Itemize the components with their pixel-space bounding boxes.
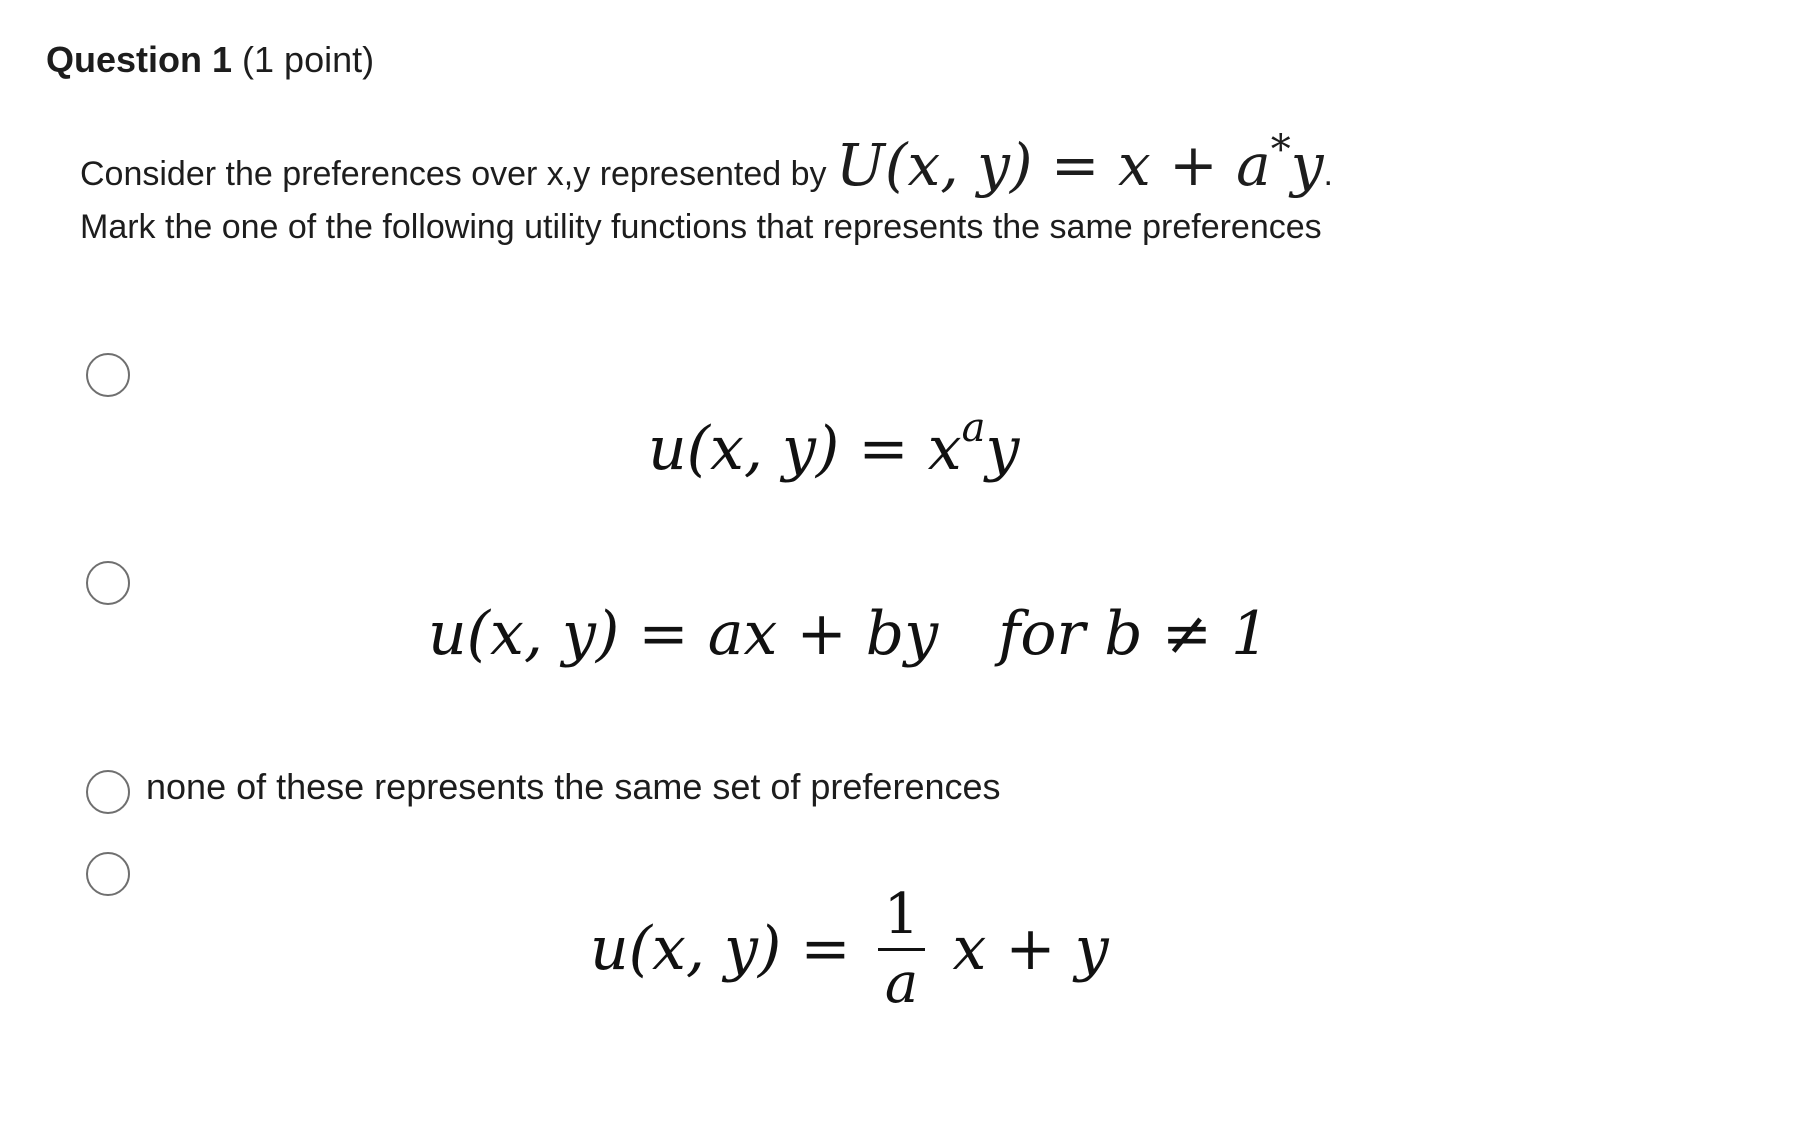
option-1-lhs: u(x, y): [648, 414, 840, 484]
option-4-fraction: [878, 884, 926, 1015]
question-title: Question 1: [46, 39, 233, 80]
option-2-equals: =: [638, 599, 689, 669]
fraction-denominator: a: [884, 951, 919, 1016]
formula-rhs-b: y: [1290, 131, 1324, 199]
formula-equals: =: [1050, 131, 1100, 199]
option-2-rhs: ax + by: [707, 599, 939, 669]
option-4-formula: [590, 882, 1109, 1019]
option-1-equals: =: [858, 414, 909, 484]
option-2-radio[interactable]: [86, 561, 130, 605]
option-2-lhs: u(x, y): [428, 599, 620, 669]
prompt-line-1: [80, 127, 1333, 199]
formula-star: *: [1270, 127, 1291, 173]
option-3-label: none of these represents the same set of preferences: [146, 766, 1001, 807]
question-points: (1 point): [242, 39, 375, 80]
prompt-utility-formula: [835, 127, 1324, 199]
option-4-lhs: u(x, y): [590, 914, 782, 985]
option-1-base: x: [927, 414, 962, 484]
prompt-period: .: [1323, 155, 1333, 193]
prompt-text: Consider the preferences over x,y represented by: [80, 155, 827, 193]
question-header: [46, 38, 374, 82]
option-4-radio[interactable]: [86, 852, 130, 896]
option-2-condition: for b ≠ 1: [998, 599, 1270, 669]
formula-rhs-a: x + a: [1117, 131, 1271, 199]
prompt-line-2: Mark the one of the following utility functions that represents the same preferences: [80, 208, 1322, 246]
option-1-tail: y: [985, 414, 1020, 484]
option-1-radio[interactable]: [86, 353, 130, 397]
formula-U: U: [835, 131, 885, 199]
option-1-formula: [648, 393, 1019, 484]
formula-args: (x, y): [884, 131, 1033, 199]
fraction-numerator: 1: [883, 882, 920, 947]
option-2-formula: [428, 599, 1269, 669]
option-4-tail: x + y: [952, 914, 1109, 985]
option-1-exponent: a: [961, 405, 986, 451]
option-3-radio[interactable]: [86, 770, 130, 814]
option-4-equals: =: [800, 914, 851, 985]
